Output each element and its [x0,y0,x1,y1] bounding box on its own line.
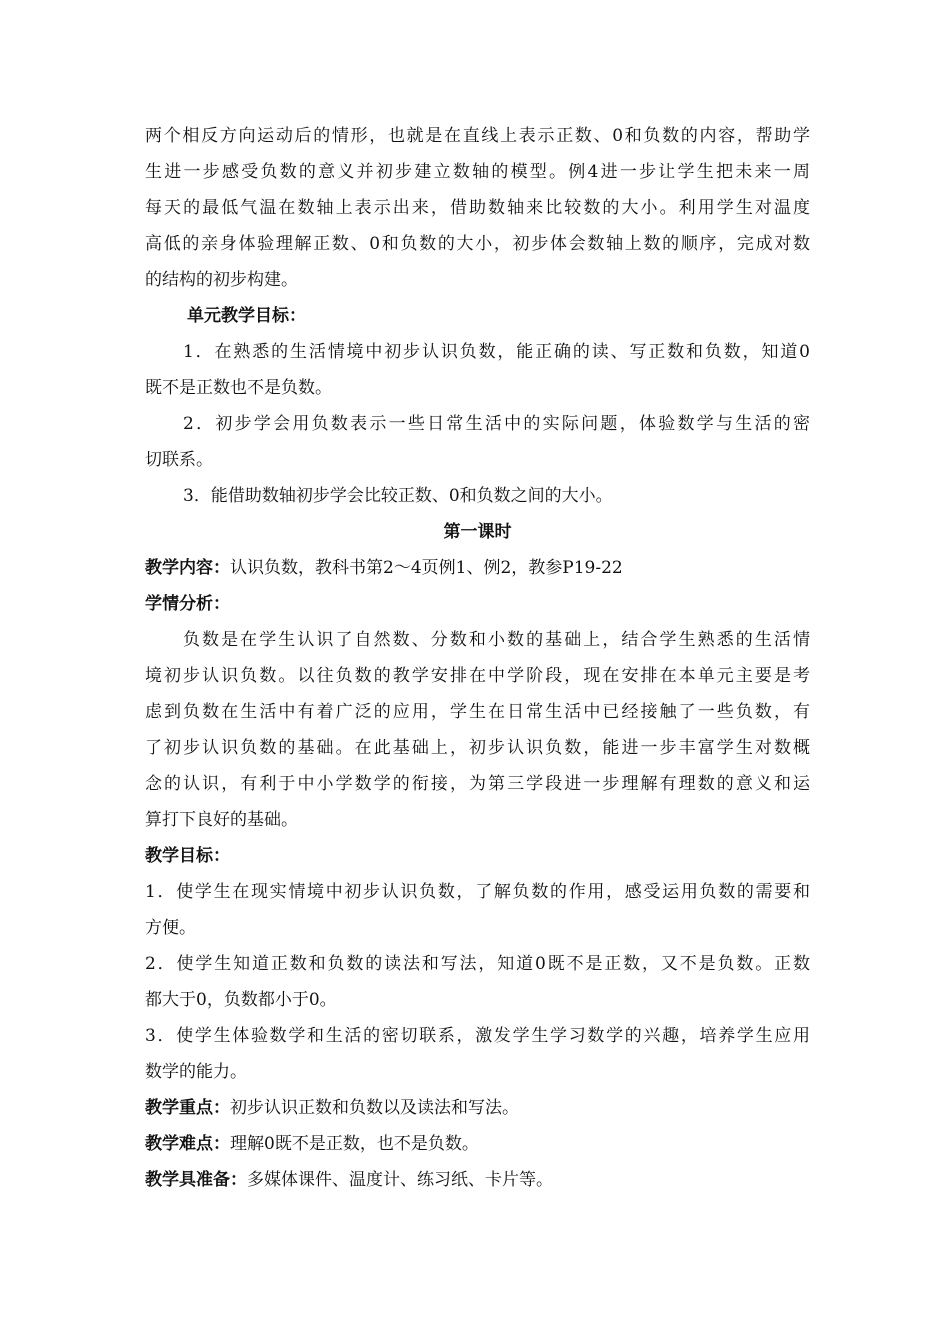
teaching-aids-text: 多媒体课件、温度计、练习纸、卡片等。 [247,1170,553,1190]
goals-heading: 教学目标： [145,846,230,866]
teaching-aids [145,1162,810,1198]
difficulty-label: 教学难点： [145,1134,230,1154]
unit-goals-heading: 单元教学目标： [187,306,306,326]
unit-goal-3: 3．能借助数轴初步学会比较正数、0和负数之间的大小。 [183,486,613,506]
goal-3-line-1: 3．使学生体验数学和生活的密切联系，激发学生学习数学的兴趣，培养学生应用 [145,1026,810,1046]
intro-line-1: 两个相反方向运动后的情形，也就是在直线上表示正数、0和负数的内容，帮助学 [145,126,810,146]
analysis-line-5: 念的认识，有利于中小学数学的衔接，为第三学段进一步理解有理数的意义和运 [145,774,810,794]
intro-line-5: 的结构的初步构建。 [145,270,298,290]
unit-goal-2-line-1: 2．初步学会用负数表示一些日常生活中的实际问题，体验数学与生活的密 [183,414,810,434]
analysis-heading: 学情分析： [145,594,230,614]
unit-goal-2-line-2: 切联系。 [145,450,213,470]
unit-goal-1-line-1: 1．在熟悉的生活情境中初步认识负数，能正确的读、写正数和负数，知道0 [183,342,810,362]
analysis-line-2: 境初步认识负数。以往负数的教学安排在中学阶段，现在安排在本单元主要是考 [145,666,810,686]
key-point-text: 初步认识正数和负数以及读法和写法。 [230,1098,519,1118]
difficulty-text: 理解0既不是正数，也不是负数。 [230,1134,479,1154]
teaching-content-text: 认识负数，教科书第2～4页例1、例2，教参P19-22 [230,558,623,578]
document-body [145,118,810,1198]
key-point [145,1090,810,1126]
analysis-line-4: 了初步认识负数的基础。在此基础上，初步认识负数，能进一步丰富学生对数概 [145,738,810,758]
teaching-content [145,550,810,586]
key-point-label: 教学重点： [145,1098,230,1118]
intro-line-3: 每天的最低气温在数轴上表示出来，借助数轴来比较数的大小。利用学生对温度 [145,198,810,218]
lesson-title: 第一课时 [443,522,512,542]
unit-goal-1-line-2: 既不是正数也不是负数。 [145,378,332,398]
difficulty-point [145,1126,810,1162]
goal-2-line-2: 都大于0，负数都小于0。 [145,990,337,1010]
goal-1-line-1: 1．使学生在现实情境中初步认识负数，了解负数的作用，感受运用负数的需要和 [145,882,810,902]
intro-line-4: 高低的亲身体验理解正数、0和负数的大小，初步体会数轴上数的顺序，完成对数 [145,234,810,254]
teaching-aids-label: 教学具准备： [145,1170,247,1190]
analysis-line-1: 负数是在学生认识了自然数、分数和小数的基础上，结合学生熟悉的生活情 [183,630,810,650]
intro-line-2: 生进一步感受负数的意义并初步建立数轴的模型。例4进一步让学生把未来一周 [145,162,810,182]
goal-2-line-1: 2．使学生知道正数和负数的读法和写法，知道0既不是正数，又不是负数。正数 [145,954,810,974]
analysis-line-6: 算打下良好的基础。 [145,810,298,830]
goal-1-line-2: 方便。 [145,918,196,938]
teaching-content-label: 教学内容： [145,558,230,578]
goal-3-line-2: 数学的能力。 [145,1062,247,1082]
analysis-line-3: 虑到负数在生活中有着广泛的应用，学生在日常生活中已经接触了一些负数，有 [145,702,810,722]
